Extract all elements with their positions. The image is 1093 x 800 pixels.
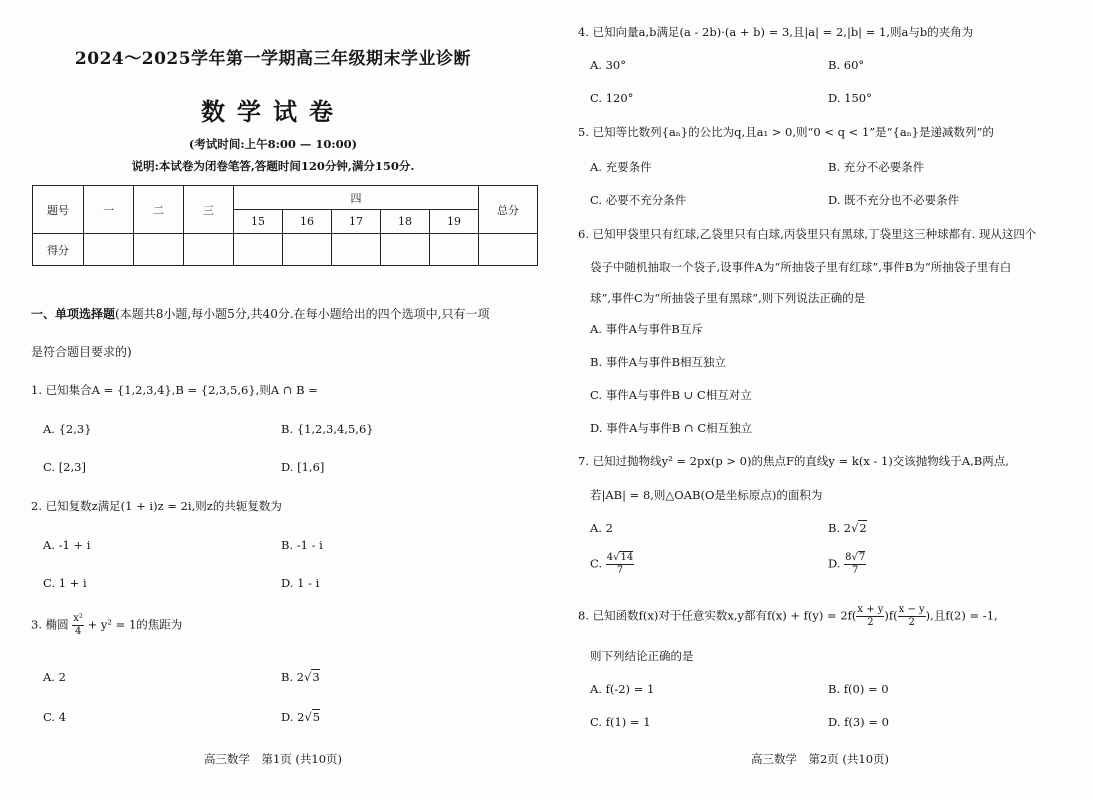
part-2: 二 xyxy=(134,186,184,234)
q6-stem-line-1: 6. 已知甲袋里只有红球,乙袋里只有白球,丙袋里只有黑球,丁袋里这三种球都有. 现从这四个 xyxy=(578,227,1037,241)
q7-stem-line-1: 7. 已知过抛物线y² = 2px(p > 0)的焦点F的直线y = k(x - 1)交该抛物线于A,B两点, xyxy=(578,454,1009,468)
q7-stem-line-2: 若|AB| = 8,则△OAB(O是坐标原点)的面积为 xyxy=(590,488,823,502)
q2-option-a: A. -1 + i xyxy=(43,538,91,552)
q5-option-d: D. 既不充分也不必要条件 xyxy=(828,193,960,207)
exam-title: 2024～2025学年第一学期高三年级期末学业诊断 xyxy=(74,49,472,69)
part-4-item: 18 xyxy=(381,210,430,234)
q7-d-num: 8√7 xyxy=(845,552,866,563)
q7-c-den: 7 xyxy=(616,565,624,576)
q8-fraction-1 xyxy=(856,604,884,629)
q7-d-den: 7 xyxy=(852,565,859,576)
q3-option-c: C. 4 xyxy=(43,710,67,724)
q8-option-a: A. f(-2) = 1 xyxy=(590,682,655,696)
section-1-desc: (本题共8小题,每小题5分,共40分.在每小题给出的四个选项中,只有一项 xyxy=(115,307,490,321)
q6-option-a: A. 事件A与事件B互斥 xyxy=(590,322,703,336)
q1-option-a: A. {2,3} xyxy=(43,422,92,436)
q3-fraction xyxy=(72,613,84,638)
left-footer: 高三数学 第1页 (共10页) xyxy=(203,752,343,766)
q6-option-d: D. 事件A与事件B ∩ C相互独立 xyxy=(590,421,753,435)
score-cell xyxy=(84,234,134,266)
score-cell xyxy=(283,234,332,266)
part-4: 四 xyxy=(234,186,479,210)
left-page xyxy=(0,0,546,800)
q4-option-d: D. 150° xyxy=(828,91,872,105)
score-label: 得分 xyxy=(33,234,84,266)
q6-option-b: B. 事件A与事件B相互独立 xyxy=(590,355,727,369)
q8-stem-pre: 8. 已知函数f(x)对于任意实数x,y都有f(x) + f(y) = 2f( xyxy=(578,608,857,623)
q4-option-c: C. 120° xyxy=(590,91,634,105)
q7-option-a: A. 2 xyxy=(590,521,613,535)
q1-stem: 1. 已知集合A = {1,2,3,4},B = {2,3,5,6},则A ∩ B = xyxy=(31,383,318,397)
q2-option-d: D. 1 - i xyxy=(281,576,320,590)
q7-c-num-pre: 4 xyxy=(606,552,614,563)
q8-f2-den: 2 xyxy=(908,617,915,628)
q6-stem-line-3: 球”,事件C为“所抽袋子里有黑球”,则下列说法正确的是 xyxy=(590,291,866,305)
total-cell xyxy=(479,234,538,266)
q8-option-b: B. f(0) = 0 xyxy=(828,682,889,696)
q5-option-c: C. 必要不充分条件 xyxy=(590,193,687,207)
section-1-desc-2: 是符合题目要求的) xyxy=(31,345,132,359)
q7-c-label: C. xyxy=(590,556,603,571)
q8-stem-line-1 xyxy=(578,604,998,629)
q8-f2-num: x − y xyxy=(898,604,925,615)
q7-c-num-radicand: 14 xyxy=(620,552,634,563)
q1-option-b: B. {1,2,3,4,5,6} xyxy=(281,422,374,436)
q8-f1-num: x + y xyxy=(857,604,884,615)
part-4-item: 15 xyxy=(234,210,283,234)
q8-stem-line-2: 则下列结论正确的是 xyxy=(590,649,694,663)
q4-stem: 4. 已知向量a,b满足(a - 2b)·(a + b) = 3,且|a| = 2,|b| = 1,则a与b的夹角为 xyxy=(578,25,974,39)
q1-option-c: C. [2,3] xyxy=(43,460,86,474)
right-page xyxy=(547,0,1093,800)
q8-option-d: D. f(3) = 0 xyxy=(828,715,889,729)
part-1: 一 xyxy=(84,186,134,234)
score-cell xyxy=(234,234,283,266)
q7-b-pre: B. 2 xyxy=(828,521,852,535)
score-table xyxy=(32,185,538,266)
part-4-item: 17 xyxy=(332,210,381,234)
q7-d-num-radicand: 7 xyxy=(858,552,866,563)
q5-option-b: B. 充分不必要条件 xyxy=(828,160,925,174)
exam-time: (考试时间:上午8:00 — 10:00) xyxy=(188,137,358,151)
q3-option-b: B. 2√3 xyxy=(281,670,320,684)
q3-b-pre: B. 2 xyxy=(281,670,305,684)
score-cell xyxy=(381,234,430,266)
q2-stem: 2. 已知复数z满足(1 + i)z = 2i,则z的共轭复数为 xyxy=(31,499,282,513)
part-4-item: 19 xyxy=(430,210,479,234)
total-label: 总分 xyxy=(479,186,538,234)
q5-option-a: A. 充要条件 xyxy=(590,160,652,174)
section-1-title: 一、单项选择题 xyxy=(31,307,116,321)
section-1-heading xyxy=(31,305,490,322)
q8-option-c: C. f(1) = 1 xyxy=(590,715,651,729)
part-3: 三 xyxy=(184,186,234,234)
q7-b-radicand: 2 xyxy=(859,521,867,535)
q7-option-c xyxy=(590,552,634,577)
subject-title: 数学试卷 xyxy=(201,97,345,126)
score-cell xyxy=(332,234,381,266)
q8-f1-den: 2 xyxy=(867,617,874,628)
q5-stem: 5. 已知等比数列{aₙ}的公比为q,且a₁ > 0,则“0 < q < 1”是“{aₙ}是递减数列”的 xyxy=(578,125,994,139)
q6-option-c: C. 事件A与事件B ∪ C相互对立 xyxy=(590,388,752,402)
q8-fraction-2 xyxy=(898,604,926,629)
q3-option-a: A. 2 xyxy=(43,670,66,684)
q6-stem-line-2: 袋子中随机抽取一个袋子,设事件A为“所抽袋子里有红球”,事件B为“所抽袋子里有白 xyxy=(590,260,1012,274)
q3-frac-num: x² xyxy=(73,613,83,624)
q3-stem-pre: 3. 椭圆 xyxy=(31,617,69,632)
score-cell xyxy=(430,234,479,266)
q3-b-radicand: 3 xyxy=(312,670,320,684)
q3-option-d: D. 2√5 xyxy=(281,710,321,724)
q4-option-a: A. 30° xyxy=(590,58,626,72)
q7-option-b: B. 2√2 xyxy=(828,521,867,535)
q2-option-c: C. 1 + i xyxy=(43,576,87,590)
q3-stem-post: + y² = 1的焦距为 xyxy=(87,617,183,632)
q3-d-pre: D. 2 xyxy=(281,710,305,724)
q8-stem-mid: )f( xyxy=(884,608,898,623)
q1-option-d: D. [1,6] xyxy=(281,460,325,474)
q3-frac-den: 4 xyxy=(74,626,82,637)
question-label: 题号 xyxy=(33,186,84,234)
q7-d-num-pre: 8 xyxy=(845,552,852,563)
q3-stem xyxy=(31,613,182,638)
q7-option-d xyxy=(828,552,866,577)
q7-c-num: 4√14 xyxy=(606,552,634,563)
q2-option-b: B. -1 - i xyxy=(281,538,323,552)
q7-d-label: D. xyxy=(828,556,841,571)
part-4-item: 16 xyxy=(283,210,332,234)
score-cell xyxy=(184,234,234,266)
q4-option-b: B. 60° xyxy=(828,58,865,72)
q7-c-fraction xyxy=(606,552,634,577)
right-footer: 高三数学 第2页 (共10页) xyxy=(750,752,890,766)
exam-note: 说明:本试卷为闭卷笔答,答题时间120分钟,满分150分. xyxy=(131,159,415,173)
q3-d-radicand: 5 xyxy=(312,710,321,724)
q7-d-fraction xyxy=(844,552,866,577)
score-cell xyxy=(134,234,184,266)
q8-stem-post: ),且f(2) = -1, xyxy=(925,608,998,623)
